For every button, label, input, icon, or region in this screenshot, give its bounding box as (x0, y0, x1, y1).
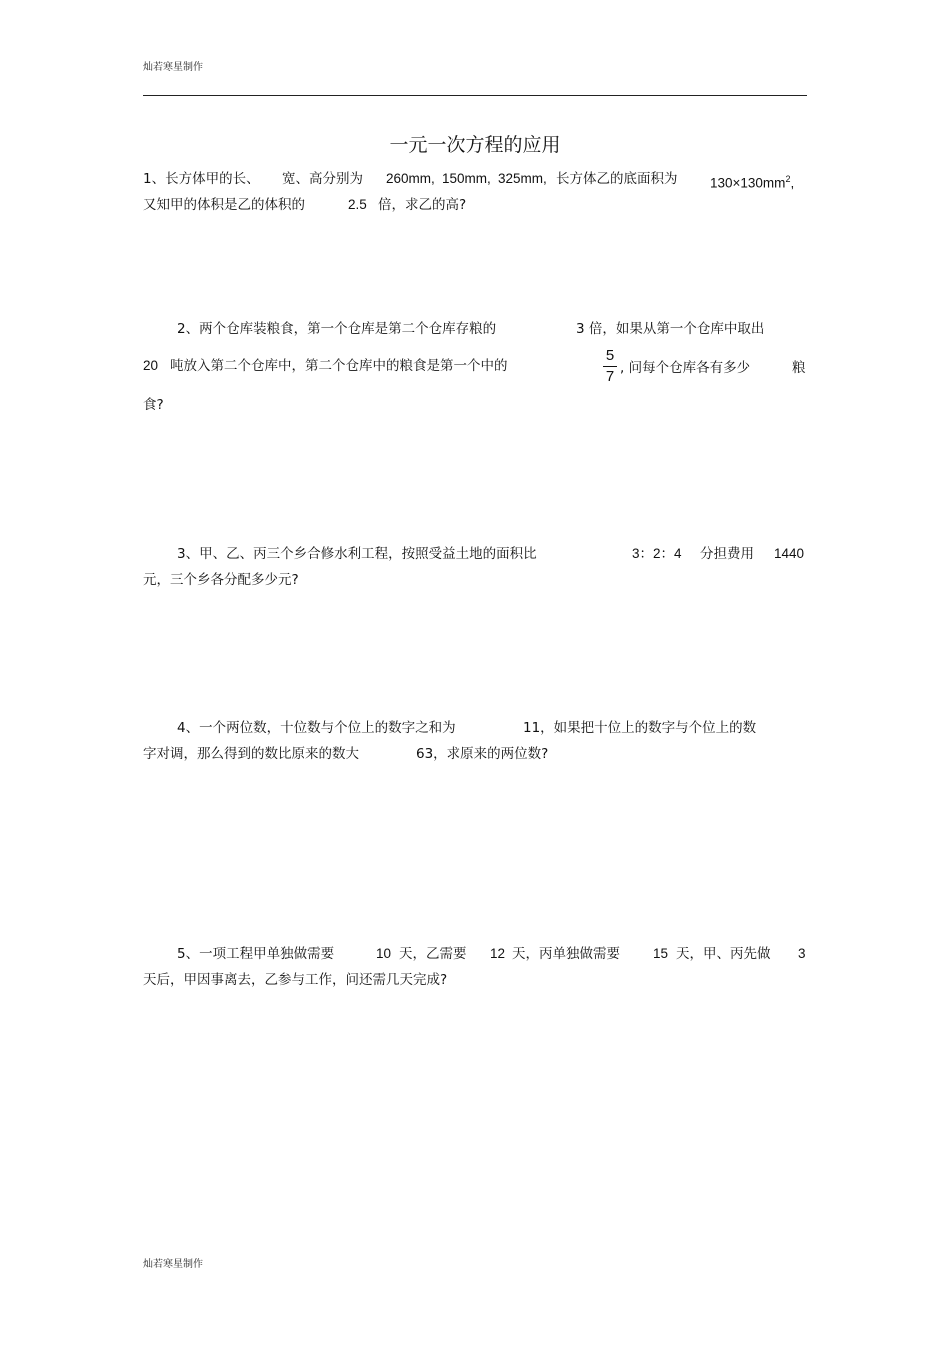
q2-text-d: 吨放入第二个仓库中，第二个仓库中的粮食是第一个中的 (170, 358, 508, 374)
q2-text-f: 粮 (792, 360, 806, 376)
q2-fraction-bar (603, 366, 617, 367)
header-watermark: 灿若寒星制作 (143, 62, 203, 73)
q4-text-d: 63，求原来的两位数? (416, 746, 549, 762)
header-rule (143, 95, 807, 96)
q2-text-b: 3 倍，如果从第一个仓库中取出 (576, 321, 765, 337)
q1-height: 325mm, (498, 171, 547, 186)
q5-text-e: 天，丙单独做需要 (512, 946, 620, 962)
q2-fraction (603, 347, 617, 386)
q1-text-f: 长方体乙的底面积为 (556, 171, 678, 187)
q1-base-area (710, 170, 794, 193)
q2-fraction-denominator: 7 (605, 368, 615, 385)
q5-days-a: 10 (376, 946, 392, 961)
q1-text-b: 宽、高分别为 (282, 171, 363, 187)
q4-text-b: 11，如果把十位上的数字与个位上的数 (523, 720, 757, 736)
q1-text-h: 又知甲的体积是乙的体积的 (143, 197, 305, 213)
q1-text-a: 1、长方体甲的长、 (143, 171, 260, 187)
q1-base-area-exponent: 2 (785, 174, 791, 184)
q1-base-area-value: 130×130mm (710, 175, 786, 191)
q5-text-a: 5、一项工程甲单独做需要 (177, 946, 335, 962)
q2-fraction-numerator: 5 (605, 347, 615, 364)
q2-text-e: , 问每个仓库各有多少 (620, 360, 751, 376)
q2-text-g: 食? (143, 397, 164, 413)
q5-days-b: 12 (490, 946, 506, 961)
q4-text-a: 4、一个两位数，十位数与个位上的数字之和为 (177, 720, 456, 736)
q5-text-i: 天后，甲因事离去，乙参与工作，问还需几天完成? (143, 972, 448, 988)
q5-text-c: 天，乙需要 (399, 946, 467, 962)
q3-text-e: 元，三个乡各分配多少元? (143, 572, 299, 588)
q5-text-g: 天，甲、丙先做 (676, 946, 771, 962)
q5-days-d: 3 (798, 946, 806, 961)
q3-ratio: 3：2：4 (632, 546, 682, 561)
page-title: 一元一次方程的应用 (389, 134, 561, 156)
q3-text-a: 3、甲、乙、丙三个乡合修水利工程，按照受益土地的面积比 (177, 546, 537, 562)
q2-amount: 20 (143, 358, 159, 373)
q1-base-area-comma: , (790, 175, 795, 191)
q3-total: 1440 (774, 546, 805, 561)
q1-ratio: 2.5 (348, 197, 367, 212)
footer-watermark: 灿若寒星制作 (143, 1259, 203, 1270)
q5-days-c: 15 (653, 946, 669, 961)
q3-text-c: 分担费用 (700, 546, 754, 562)
q1-text-j: 倍，求乙的高? (378, 197, 467, 213)
q1-width: 150mm, (442, 171, 491, 186)
q4-text-c: 字对调，那么得到的数比原来的数大 (143, 746, 359, 762)
q1-length: 260mm, (386, 171, 435, 186)
q2-text-a: 2、两个仓库装粮食，第一个仓库是第二个仓库存粮的 (177, 321, 497, 337)
